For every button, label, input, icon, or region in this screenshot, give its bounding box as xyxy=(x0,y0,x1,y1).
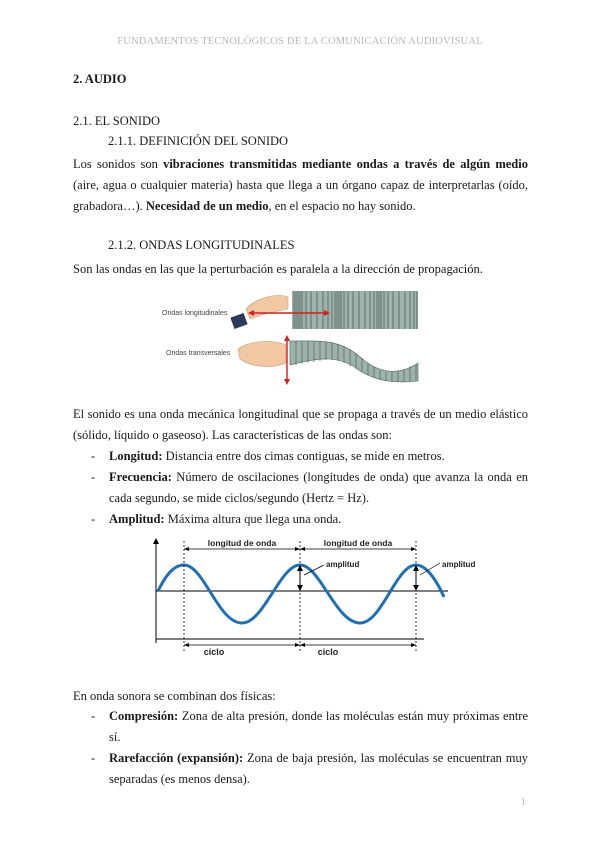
list-dash: - xyxy=(91,470,96,484)
list-term: Rarefacción (expansión): xyxy=(109,751,244,765)
definition-text-1: Los sonidos son xyxy=(73,157,164,171)
longitudinal-paragraph: Son las ondas en las que la perturbación es paralela a la dirección de propagación. xyxy=(73,262,483,276)
list-item xyxy=(73,748,528,790)
amplitude-label-2: amplitud xyxy=(442,560,476,569)
definition-heading: 2.1.1. DEFINICIÓN DEL SONIDO xyxy=(108,134,289,148)
longitudinal-heading: 2.1.2. ONDAS LONGITUDINALES xyxy=(108,238,295,252)
list-desc: Número de oscilaciones (longitudes de onda) que avanza la onda en cada segundo, se mide ciclos/segundo (Hertz = Hz). xyxy=(109,470,528,505)
list-dash: - xyxy=(91,751,96,765)
definition-text-2: (aire, agua o cualquier materia) hasta que llega a un órgano capaz de interpretarlas (oído, grabadora…). xyxy=(73,178,528,213)
list-dash: - xyxy=(91,709,96,723)
wave-characteristics-list xyxy=(73,446,528,530)
label-longitudinal: Ondas longitudinales xyxy=(162,310,228,317)
list-item xyxy=(73,509,528,530)
list-item xyxy=(73,706,528,748)
cycle-label-1: ciclo xyxy=(203,647,225,657)
list-desc: Zona de alta presión, donde las moléculas están muy próximas entre sí. xyxy=(109,709,528,744)
sound-wave-paragraph: El sonido es una onda mecánica longitudinal que se propaga a través de un medio elástico (sólido, líquido o gaseoso). Las características de las ondas son: xyxy=(73,407,528,442)
list-dash: - xyxy=(91,449,96,463)
label-transversal: Ondas transversales xyxy=(166,350,231,357)
list-desc: Distancia entre dos cimas contiguas, se mide en metros. xyxy=(162,449,445,463)
page-number: 1 xyxy=(520,796,526,808)
definition-text-3: , en el espacio no hay sonido. xyxy=(268,199,416,213)
list-term: Amplitud: xyxy=(109,512,165,526)
definition-bold-1: vibraciones transmitidas mediante ondas a través de algún medio xyxy=(163,157,528,171)
subsection-title: 2.1. EL SONIDO xyxy=(73,114,161,128)
physics-intro: En onda sonora se combinan dos físicas: xyxy=(73,689,276,703)
list-desc: Zona de baja presión, las moléculas se encuentran muy separadas (es menos densa). xyxy=(109,751,528,786)
list-term: Longitud: xyxy=(109,449,163,463)
sine-wave-figure xyxy=(148,535,476,657)
list-dash: - xyxy=(91,512,96,526)
wavelength-label-2: longitud de onda xyxy=(323,538,393,548)
definition-bold-2: Necesidad de un medio xyxy=(145,199,269,213)
list-item xyxy=(73,467,528,509)
list-desc: Máxima altura que llega una onda. xyxy=(164,512,342,526)
definition-paragraph xyxy=(73,154,528,217)
amplitude-label-1: amplitud xyxy=(326,560,360,569)
section-title: 2. AUDIO xyxy=(73,72,127,86)
waves-figure xyxy=(160,283,420,386)
wavelength-label-1: longitud de onda xyxy=(207,538,277,548)
cycle-label-2: ciclo xyxy=(317,647,339,657)
list-term: Compresión: xyxy=(109,709,179,723)
running-header: FUNDAMENTOS TECNOLÓGICOS DE LA COMUNICACIÓN AUDIOVISUAL xyxy=(117,36,483,47)
list-item xyxy=(73,446,528,467)
list-term: Frecuencia: xyxy=(109,470,172,484)
physics-list xyxy=(73,706,528,790)
